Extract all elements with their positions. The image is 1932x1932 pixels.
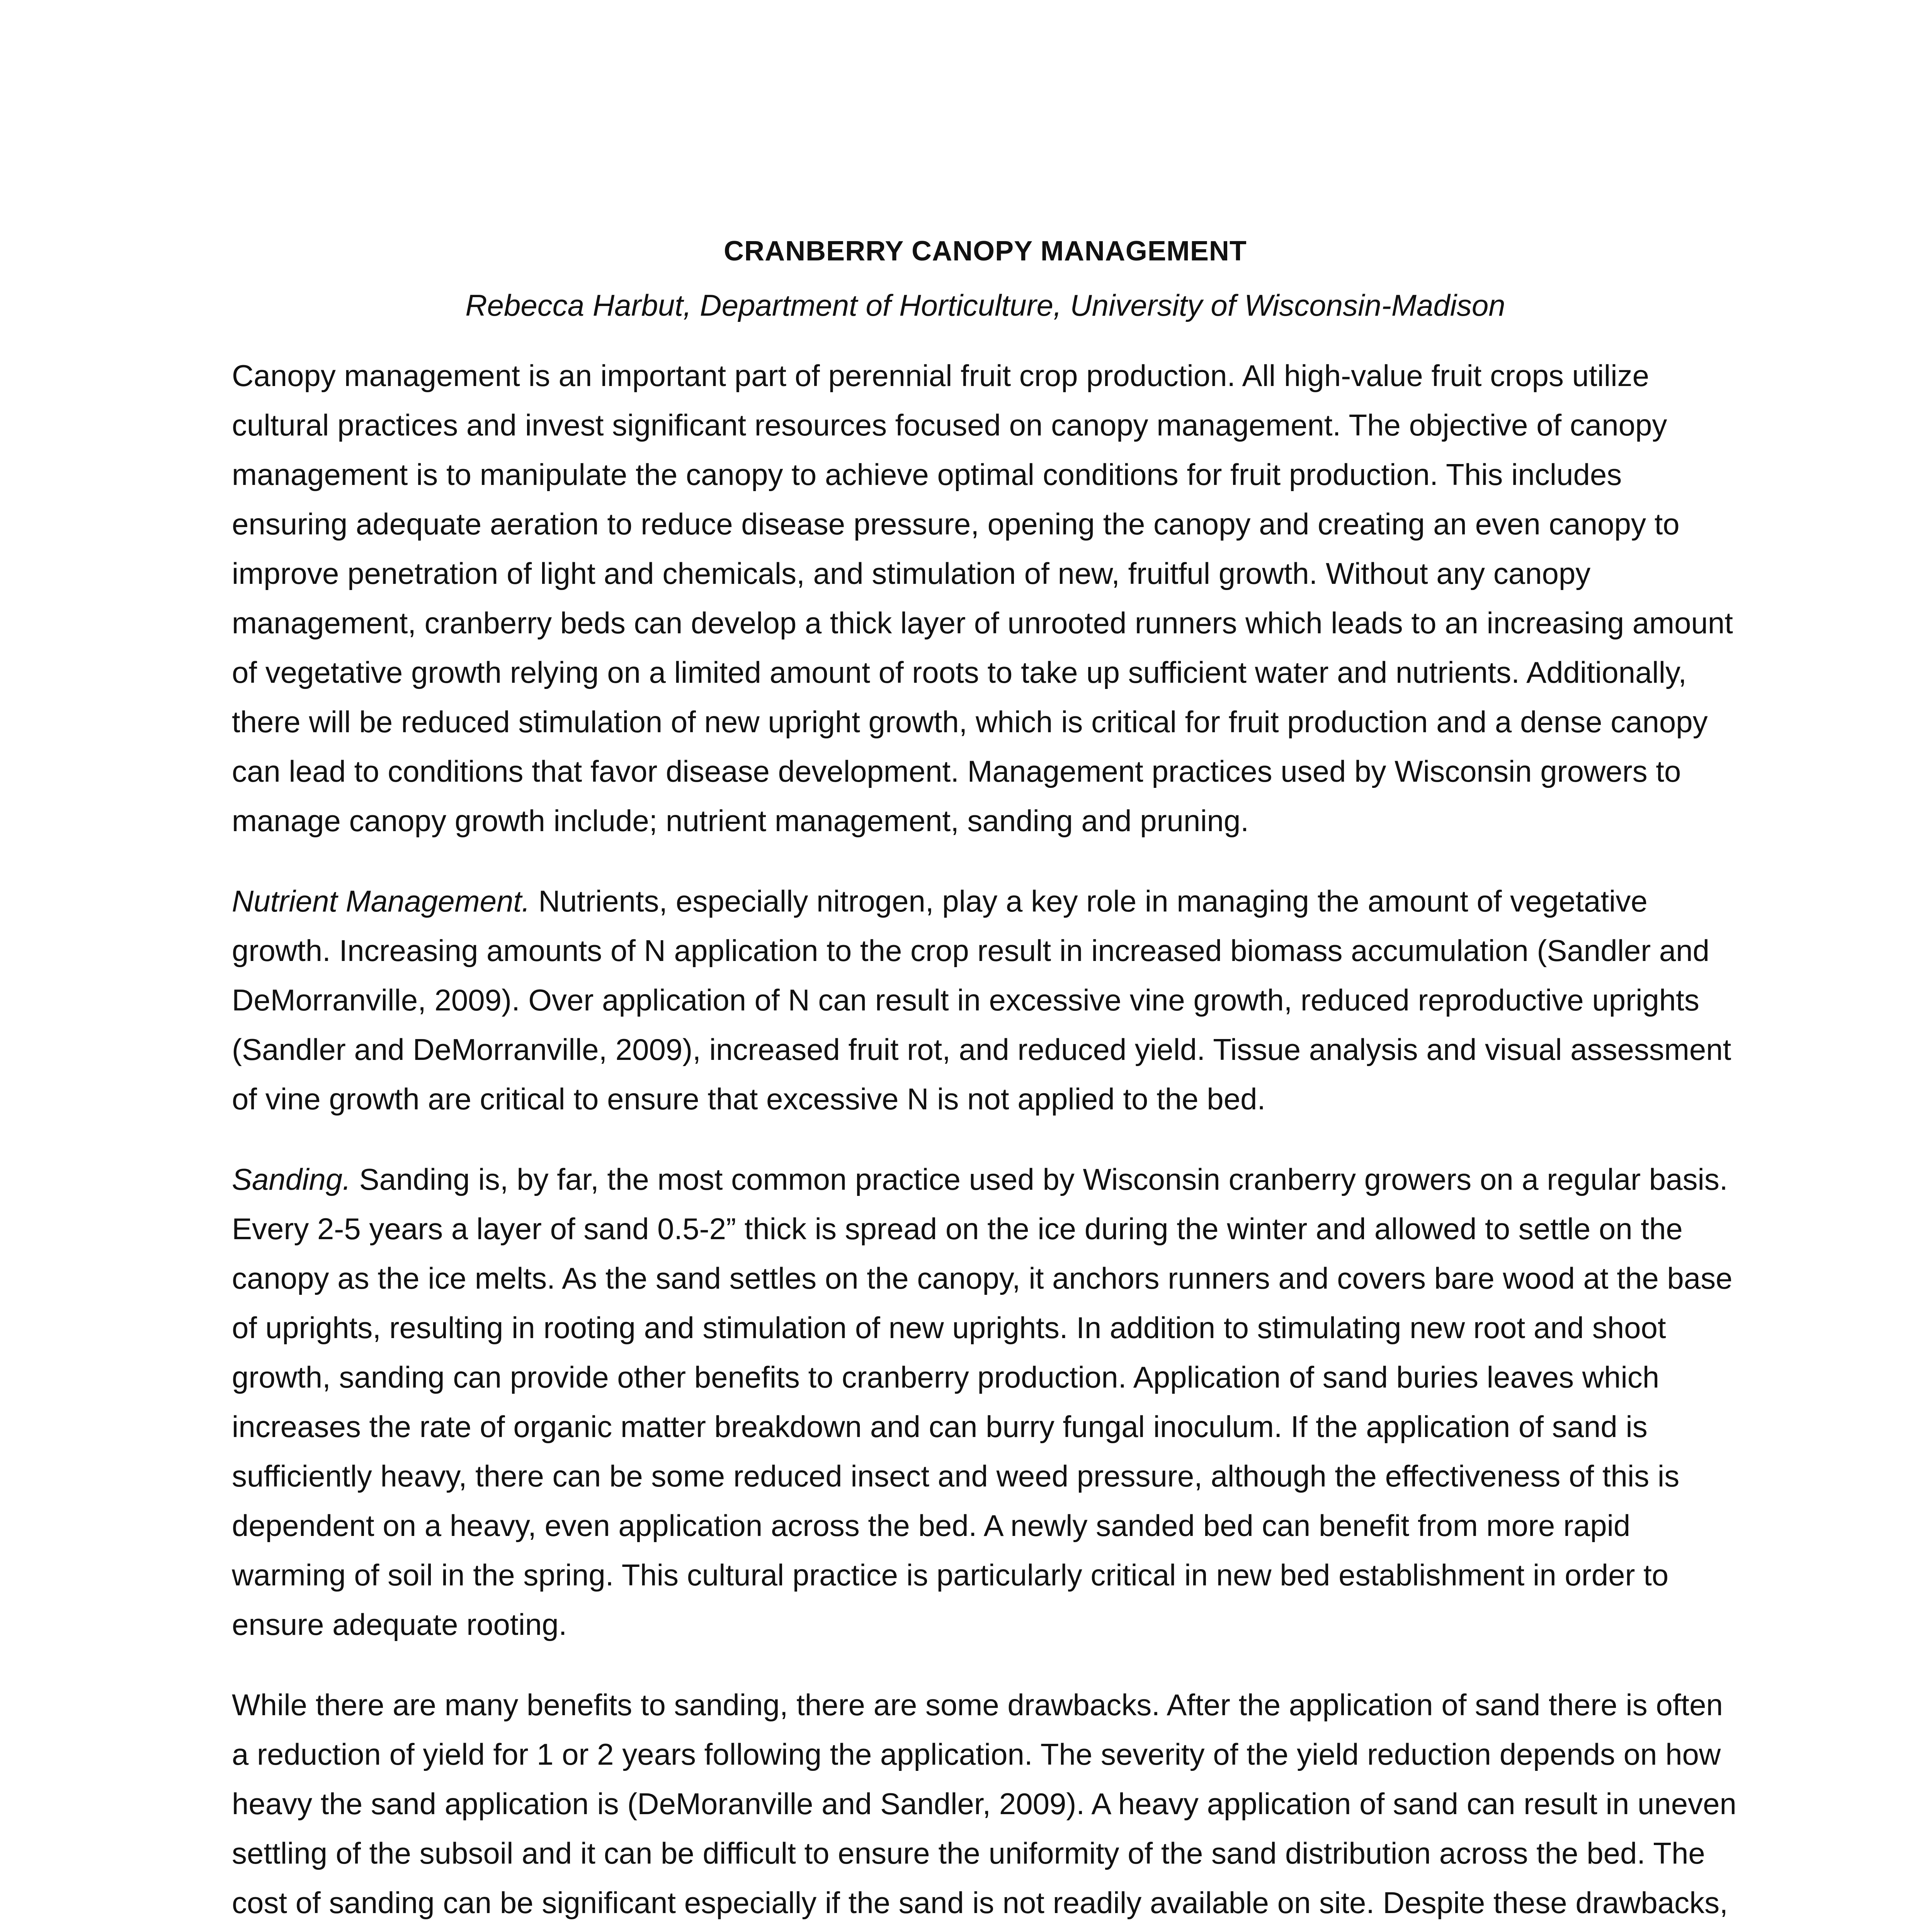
sanding-heading: Sanding. xyxy=(232,1162,351,1196)
page-title: CRANBERRY CANOPY MANAGEMENT xyxy=(724,236,1247,267)
sanding-text: Sanding is, by far, the most common practice used by Wisconsin cranberry growers on a regular basis. Every 2-5 years a layer of sand 0.5-2” thick is spread on the ice during the winter and allowed to settle on the canopy as the ice melts. As the sand settles on the canopy, it anchors runners and covers bare wood at the base of uprights, resulting in rooting and stimulation of new uprights. In addition to stimulating new root and shoot growth, sanding can provide other benefits to cranberry production. Application of sand buries leaves which increases the rate of organic matter breakdown and can burry fungal inoculum. If the application of sand is sufficiently heavy, there can be some reduced insect and weed pressure, although the effectiveness of this is dependent on a heavy, even application across the bed. A newly sanded bed can benefit from more rapid warming of soil in the spring. This cultural practice is particularly critical in new bed establishment in order to ensure adequate rooting. xyxy=(232,1162,1733,1641)
sanding-paragraph xyxy=(232,1155,1739,1649)
nutrient-management-text: Nutrients, especially nitrogen, play a key role in managing the amount of vegetative growth. Increasing amounts of N application to the crop result in increased biomass accumulation (Sandler and DeMorranville, 2009). Over application of N can result in excessive vine growth, reduced reproductive uprights (Sandler and DeMorranville, 2009), increased fruit rot, and reduced yield. Tissue analysis and visual assessment of vine growth are critical to ensure that excessive N is not applied to the bed. xyxy=(232,884,1731,1116)
document-body xyxy=(232,232,1739,1932)
author-affiliation: Rebecca Harbut, Department of Horticulture, University of Wisconsin-Madison xyxy=(465,288,1505,322)
nutrient-management-heading: Nutrient Management. xyxy=(232,884,530,918)
nutrient-management-paragraph xyxy=(232,876,1739,1124)
sanding-drawbacks-paragraph: While there are many benefits to sanding, there are some drawbacks. After the application of sand there is often a reduction of yield for 1 or 2 years following the application. The severity of the yield reduction depends on how heavy the sand application is (DeMoranville and Sandler, 2009). A heavy application of sand can result in uneven settling of the subsoil and it can be difficult to ensure the uniformity of the sand distribution across the bed. The cost of sanding can be significant especially if the sand is not readily available on site. Despite these drawbacks, xyxy=(232,1688,1736,1920)
intro-paragraph: Canopy management is an important part of perennial fruit crop production. All high-value fruit crops utilize cultural practices and invest significant resources focused on canopy management. The objective of canopy management is to manipulate the canopy to achieve optimal conditions for fruit production. This includes ensuring adequate aeration to reduce disease pressure, opening the canopy and creating an even canopy to improve penetration of light and chemicals, and stimulation of new, fruitful growth. Without any canopy management, cranberry beds can develop a thick layer of unrooted runners which leads to an increasing amount of vegetative growth relying on a limited amount of roots to take up sufficient water and nutrients. Additionally, there will be reduced stimulation of new upright growth, which is critical for fruit production and a dense canopy can lead to conditions that favor disease development. Management practices used by Wisconsin growers to manage canopy growth include; nutrient management, sanding and pruning. xyxy=(232,359,1733,838)
